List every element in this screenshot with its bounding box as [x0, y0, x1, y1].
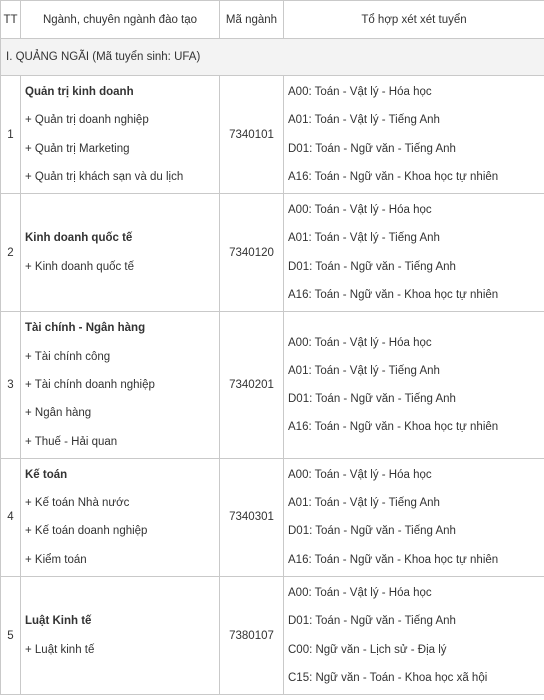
subject-combo: A00: Toán - Vật lý - Hóa học — [288, 336, 432, 349]
combo-cell — [284, 312, 544, 458]
specialization-item: + Quản trị khách sạn và du lịch — [25, 170, 184, 183]
specialization-item: + Luật kinh tế — [25, 643, 95, 656]
program-title: Quản trị kinh doanh — [25, 86, 134, 98]
table-row — [1, 194, 544, 312]
combo-cell — [284, 76, 544, 194]
table-row — [1, 76, 544, 194]
subject-combo: A16: Toán - Ngữ văn - Khoa học tự nhiên — [288, 170, 499, 183]
subject-combo: A00: Toán - Vật lý - Hóa học — [288, 587, 432, 600]
row-number: 5 — [1, 577, 21, 695]
section-row — [1, 39, 544, 76]
subject-combo: A01: Toán - Vật lý - Tiếng Anh — [288, 232, 440, 245]
subject-combo: D01: Toán - Ngữ văn - Tiếng Anh — [288, 393, 456, 406]
subject-combo: A00: Toán - Vật lý - Hóa học — [288, 468, 432, 481]
header-tt: TT — [1, 1, 21, 39]
subject-combo: A00: Toán - Vật lý - Hóa học — [288, 86, 432, 98]
header-code: Mã ngành — [220, 1, 284, 39]
program-cell — [21, 458, 220, 576]
specialization-item: + Kế toán Nhà nước — [25, 497, 130, 510]
subject-combo: D01: Toán - Ngữ văn - Tiếng Anh — [288, 525, 456, 538]
table-row — [1, 458, 544, 576]
program-title: Tài chính - Ngân hàng — [25, 322, 146, 335]
program-code: 7340120 — [220, 194, 284, 312]
subject-combo: D01: Toán - Ngữ văn - Tiếng Anh — [288, 260, 456, 273]
table-row — [1, 577, 544, 695]
program-code: 7340101 — [220, 76, 284, 194]
specialization-item: + Thuế - Hải quan — [25, 435, 118, 448]
program-title: Kế toán — [25, 468, 68, 481]
specialization-item: + Tài chính công — [25, 350, 111, 363]
subject-combo: D01: Toán - Ngữ văn - Tiếng Anh — [288, 142, 456, 155]
subject-combo: A00: Toán - Vật lý - Hóa học — [288, 204, 432, 217]
header-row — [1, 1, 544, 39]
subject-combo: C00: Ngữ văn - Lịch sử - Địa lý — [288, 643, 447, 656]
specialization-item: + Kinh doanh quốc tế — [25, 260, 135, 273]
program-code: 7340301 — [220, 458, 284, 576]
row-number: 1 — [1, 76, 21, 194]
subject-combo: C15: Ngữ văn - Toán - Khoa học xã hội — [288, 671, 488, 684]
combo-cell — [284, 577, 544, 695]
row-number: 2 — [1, 194, 21, 312]
row-number: 3 — [1, 312, 21, 458]
program-cell — [21, 194, 220, 312]
program-title: Kinh doanh quốc tế — [25, 232, 133, 245]
subject-combo: A01: Toán - Vật lý - Tiếng Anh — [288, 497, 440, 510]
program-code: 7380107 — [220, 577, 284, 695]
subject-combo: A16: Toán - Ngữ văn - Khoa học tự nhiên — [288, 289, 499, 302]
row-number: 4 — [1, 458, 21, 576]
specialization-item: + Quản trị Marketing — [25, 142, 130, 155]
header-name: Ngành, chuyên ngành đào tạo — [21, 1, 220, 39]
program-cell — [21, 312, 220, 458]
specialization-item: + Ngân hàng — [25, 407, 92, 420]
program-title: Luật Kinh tế — [25, 615, 92, 628]
subject-combo: A01: Toán - Vật lý - Tiếng Anh — [288, 114, 440, 127]
combo-cell — [284, 194, 544, 312]
subject-combo: D01: Toán - Ngữ văn - Tiếng Anh — [288, 615, 456, 628]
combo-cell — [284, 458, 544, 576]
program-cell — [21, 76, 220, 194]
specialization-item: + Quản trị doanh nghiệp — [25, 114, 149, 127]
subject-combo: A16: Toán - Ngữ văn - Khoa học tự nhiên — [288, 553, 499, 566]
program-code: 7340201 — [220, 312, 284, 458]
program-cell — [21, 577, 220, 695]
subject-combo: A01: Toán - Vật lý - Tiếng Anh — [288, 364, 440, 377]
subject-combo: A16: Toán - Ngữ văn - Khoa học tự nhiên — [288, 421, 499, 434]
specialization-item: + Kiểm toán — [25, 553, 87, 566]
section-title: I. QUẢNG NGÃI (Mã tuyển sinh: UFA) — [1, 39, 544, 76]
table-row — [1, 312, 544, 458]
specialization-item: + Tài chính doanh nghiệp — [25, 378, 155, 391]
specialization-item: + Kế toán doanh nghiệp — [25, 525, 148, 538]
header-combo: Tổ hợp xét xét tuyển — [284, 1, 544, 39]
